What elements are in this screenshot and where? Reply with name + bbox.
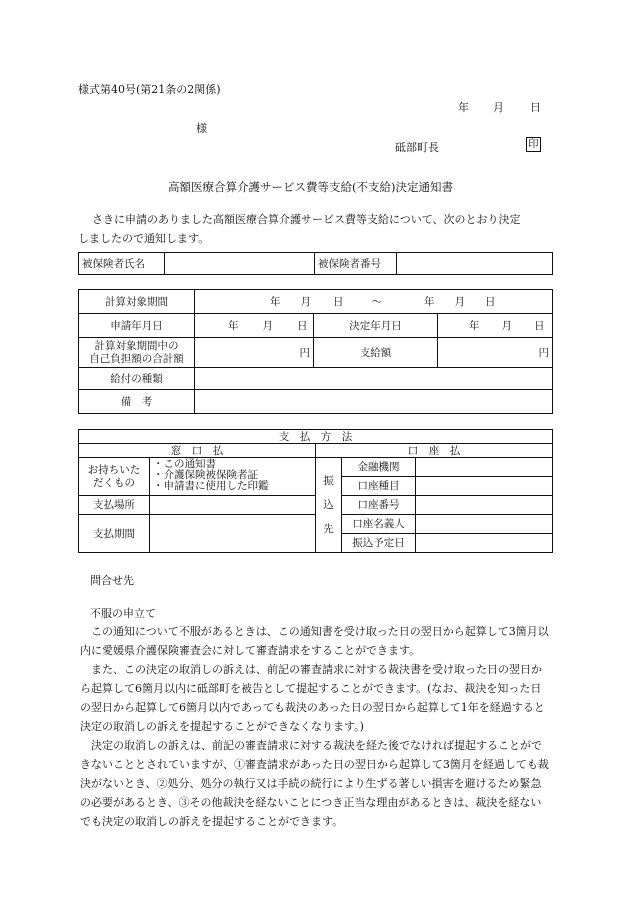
intro-line-2: しましたので通知します。 — [78, 232, 210, 245]
account-holder-value[interactable] — [416, 515, 553, 534]
insured-number-value[interactable] — [397, 253, 553, 275]
page-title: 高額医療合算介護サービス費等支給(不支給)決定通知書 — [168, 180, 453, 194]
transfer-date-label: 振込予定日 — [342, 534, 416, 553]
bring-item: ・申請書に使用した印鑑 — [153, 480, 269, 492]
transfer-date-value[interactable] — [416, 534, 553, 553]
bring-item: ・この通知書 — [153, 458, 216, 470]
transfer-destination-label: 振 込 先 — [316, 458, 342, 553]
period-label: 計算対象期間 — [79, 290, 195, 314]
account-payment-header: 口 座 払 — [316, 444, 553, 458]
remarks-value[interactable] — [195, 390, 553, 414]
payment-method-table — [78, 429, 553, 553]
appeal-paragraph: また、この決定の取消しの訴えは、前記の審査請求に対する裁決書を受け取った日の翌日から起算して6箇月以内に砥部町を被告として提起することができます。(なお、裁決を知った日の翌日から起算して6箇月以内であっても裁決のあった日の翌日から起算して1年を経過すると決定の取消しの訴えを提起することができなくなります。) — [80, 663, 545, 733]
addressee-suffix: 様 — [196, 122, 207, 135]
appeal-notice — [80, 622, 550, 831]
bring-items-label: お持ちいた だくもの — [79, 458, 150, 496]
payment-amount-value[interactable]: 円 — [438, 338, 553, 368]
date-month: 月 — [493, 101, 504, 114]
decision-date-label: 決定年月日 — [314, 314, 438, 338]
apply-date-label: 申請年月日 — [79, 314, 195, 338]
apply-date-value[interactable]: 年 月 日 — [195, 314, 314, 338]
form-number: 様式第40号(第21条の2関係) — [78, 83, 221, 96]
date-year: 年 — [458, 101, 469, 114]
payment-period-label: 支払期間 — [79, 515, 150, 553]
burden-total-value[interactable]: 円 — [195, 338, 314, 368]
bank-value[interactable] — [416, 458, 553, 477]
insured-name-label: 被保険者氏名 — [79, 253, 165, 275]
remarks-label: 備 考 — [79, 390, 195, 414]
bring-item: ・介護保険被保険者証 — [153, 469, 258, 481]
burden-total-label: 計算対象期間中の 自己負担額の合計額 — [79, 338, 195, 368]
decision-date-value[interactable]: 年 月 日 — [438, 314, 553, 338]
appeal-paragraph: 決定の取消しの訴えは、前記の審査請求に対する裁決を経た後でなければ提起することができないこととされていますが、①審査請求があった日の翌日から起算して3箇月を経過しても裁決がないとき、②処分、処分の執行又は手続の続行により生ずる著しい損害を避けるため緊急の必要があるとき、③その他裁決を経ないことにつき正当な理由があるときは、裁決を経ないでも決定の取消しの訴えを提起することができます。 — [80, 739, 549, 828]
account-holder-label: 口座名義人 — [342, 515, 416, 534]
seal-stamp: 印 — [528, 138, 539, 150]
account-type-value[interactable] — [416, 477, 553, 496]
insured-table — [78, 252, 553, 275]
appeal-paragraph: この通知について不服があるときは、この通知書を受け取った日の翌日から起算して3箇月以内に愛媛県介護保険審査会に対して審査請求をすることができます。 — [80, 625, 549, 657]
detail-table — [78, 289, 553, 414]
account-type-label: 口座種目 — [342, 477, 416, 496]
period-value[interactable]: 年 月 日 〜 年 月 日 — [195, 290, 553, 314]
issuer: 砥部町長 — [395, 141, 439, 154]
payment-place-label: 支払場所 — [79, 496, 150, 515]
bring-items-list — [150, 458, 316, 496]
insured-name-value[interactable] — [165, 253, 315, 275]
appeal-heading: 不服の申立て — [90, 607, 156, 620]
date-day: 日 — [530, 101, 541, 114]
account-number-label: 口座番号 — [342, 496, 416, 515]
insured-number-label: 被保険者番号 — [315, 253, 397, 275]
bank-label: 金融機関 — [342, 458, 416, 477]
payment-place-value[interactable] — [150, 496, 316, 515]
payment-method-header: 支 払 方 法 — [79, 430, 553, 444]
payment-amount-label: 支給額 — [314, 338, 438, 368]
payment-period-value[interactable] — [150, 515, 316, 553]
inquiry-label: 問合せ先 — [90, 574, 134, 587]
benefit-type-value[interactable] — [195, 368, 553, 390]
intro-line-1: さきに申請のありました高額医療合算介護サービス費等支給について、次のとおり決定 — [92, 213, 521, 226]
window-payment-header: 窓 口 払 — [79, 444, 316, 458]
account-number-value[interactable] — [416, 496, 553, 515]
benefit-type-label: 給付の種類 — [79, 368, 195, 390]
